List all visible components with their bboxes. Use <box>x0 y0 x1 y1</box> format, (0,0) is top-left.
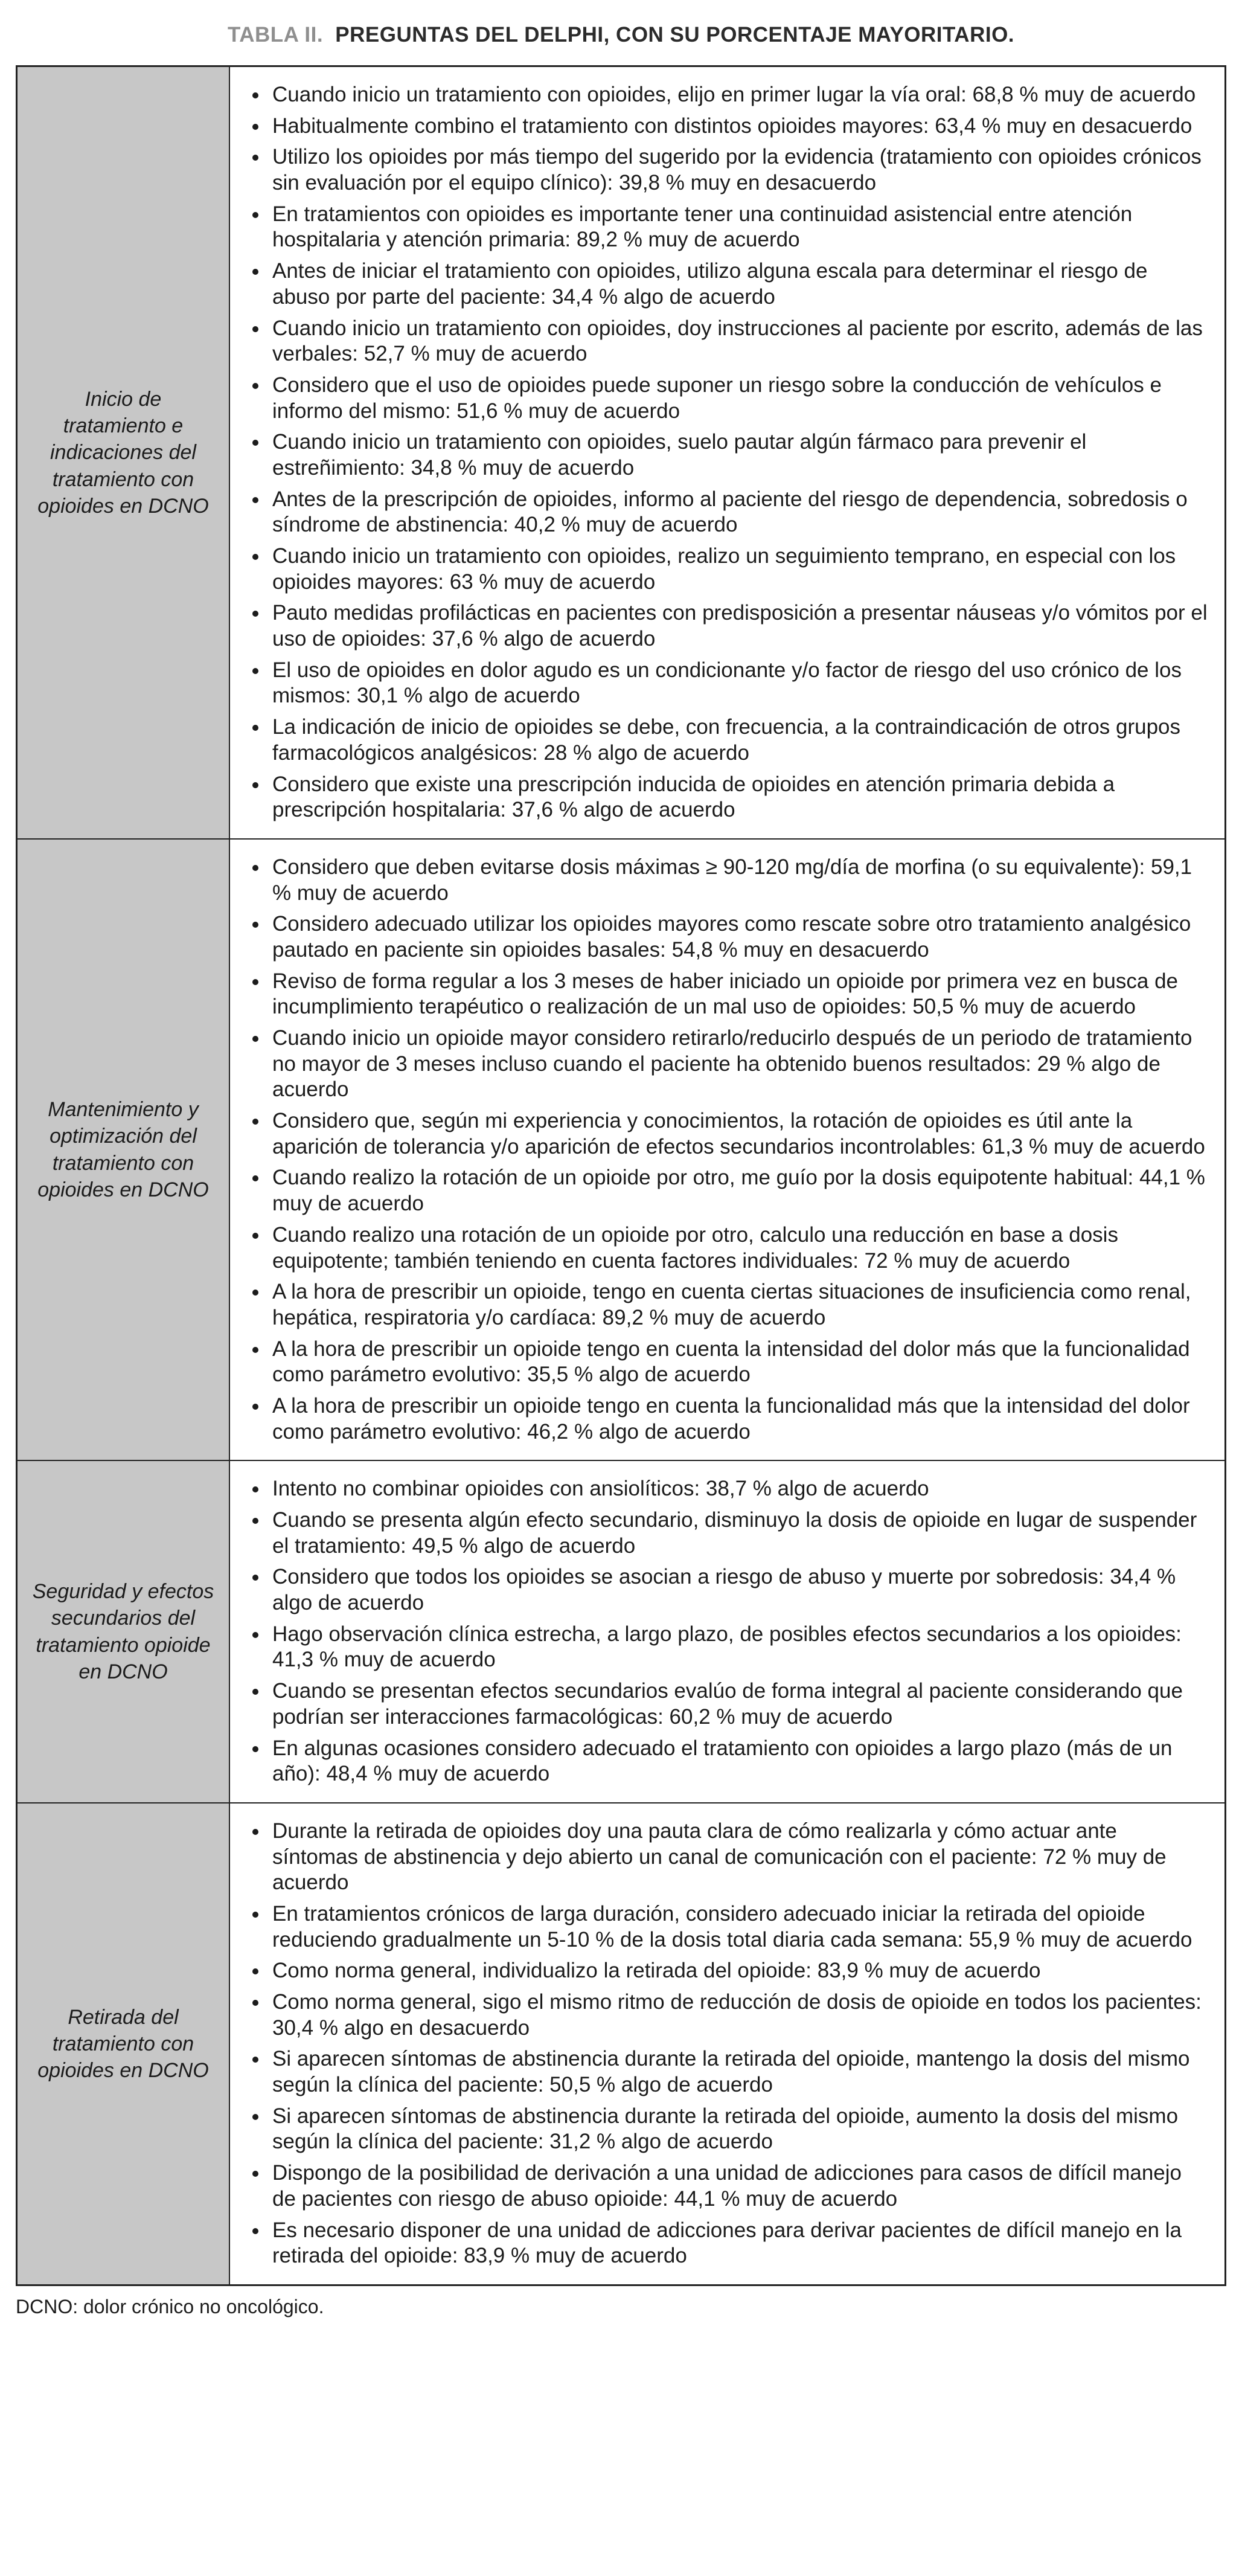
question-item: • Dispongo de la posibilidad de derivación a una unidad de adicciones para casos de difícil manejo de pacientes con riesgo de abuso opioide: 44,1 % muy de acuerdo <box>269 2160 1208 2212</box>
question-item: • En algunas ocasiones considero adecuado el tratamiento con opioides a largo plazo (más de un año): 48,4 % muy de acuerdo <box>269 1736 1208 1787</box>
question-item: • Antes de iniciar el tratamiento con opioides, utilizo alguna escala para determinar el riesgo de abuso por parte del paciente: 34,4 % algo de acuerdo <box>269 259 1208 310</box>
table-number-label: TABLA II. <box>227 23 324 47</box>
delphi-table <box>16 65 1226 2286</box>
category-label: Seguridad y efectos secundarios del tratamiento opioide en DCNO <box>32 1580 214 1683</box>
question-item: • A la hora de prescribir un opioide tengo en cuenta la intensidad del dolor más que la funcionalidad como parámetro evolutivo: 35,5 % algo de acuerdo <box>269 1337 1208 1388</box>
question-item: • Considero que, según mi experiencia y conocimientos, la rotación de opioides es útil ante la aparición de tolerancia y/o aparición de efectos secundarios incontrolables: 61,3 % muy de acuerdo <box>269 1108 1208 1160</box>
question-list <box>241 82 1208 823</box>
question-item: • Cuando se presenta algún efecto secundario, disminuyo la dosis de opioide en lugar de suspender el tratamiento: 49,5 % algo de acuerdo <box>269 1508 1208 1559</box>
question-item: • Cuando inicio un tratamiento con opioides, suelo pautar algún fármaco para prevenir el estreñimiento: 34,8 % muy de acuerdo <box>269 429 1208 481</box>
table-row <box>17 1803 1226 2285</box>
question-item: • Si aparecen síntomas de abstinencia durante la retirada del opioide, aumento la dosis del mismo según la clínica del paciente: 31,2 % algo de acuerdo <box>269 2104 1208 2155</box>
question-item: • Es necesario disponer de una unidad de adicciones para derivar pacientes de difícil manejo en la retirada del opioide: 83,9 % muy de acuerdo <box>269 2218 1208 2269</box>
question-item: • Cuando inicio un tratamiento con opioides, doy instrucciones al paciente por escrito, además de las verbales: 52,7 % muy de acuerdo <box>269 316 1208 367</box>
delphi-table-body <box>17 66 1226 2285</box>
question-item: • Considero que todos los opioides se asocian a riesgo de abuso y muerte por sobredosis: 34,4 % algo de acuerdo <box>269 1564 1208 1616</box>
question-item: • Reviso de forma regular a los 3 meses de haber iniciado un opioide por primera vez en busca de incumplimiento terapéutico o realización de un mal uso de opioides: 50,5 % muy de acuerdo <box>269 969 1208 1020</box>
question-item: • Si aparecen síntomas de abstinencia durante la retirada del opioide, mantengo la dosis del mismo según la clínica del paciente: 50,5 % algo de acuerdo <box>269 2046 1208 2098</box>
question-item: • Considero que existe una prescripción inducida de opioides en atención primaria debida a prescripción hospitalaria: 37,6 % algo de acuerdo <box>269 772 1208 823</box>
question-item: • La indicación de inicio de opioides se debe, con frecuencia, a la contraindicación de otros grupos farmacológicos analgésicos: 28 % algo de acuerdo <box>269 715 1208 766</box>
question-item: • Hago observación clínica estrecha, a largo plazo, de posibles efectos secundarios a los opioides: 41,3 % muy de acuerdo <box>269 1622 1208 1673</box>
items-cell <box>229 1460 1226 1803</box>
category-cell <box>17 1803 230 2285</box>
question-item: • Utilizo los opioides por más tiempo del sugerido por la evidencia (tratamiento con opioides crónicos sin evaluación por el equipo clínico): 39,8 % muy en desacuerdo <box>269 144 1208 196</box>
question-item: • Considero adecuado utilizar los opioides mayores como rescate sobre otro tratamiento analgésico pautado en paciente sin opioides basales: 54,8 % muy en desacuerdo <box>269 911 1208 963</box>
question-item: • A la hora de prescribir un opioide, tengo en cuenta ciertas situaciones de insuficiencia como renal, hepática, respiratoria y/o cardíaca: 89,2 % muy de acuerdo <box>269 1279 1208 1331</box>
question-item: • Antes de la prescripción de opioides, informo al paciente del riesgo de dependencia, sobredosis o síndrome de abstinencia: 40,2 % muy de acuerdo <box>269 487 1208 538</box>
table-row <box>17 1460 1226 1803</box>
question-item: • El uso de opioides en dolor agudo es un condicionante y/o factor de riesgo del uso crónico de los mismos: 30,1 % algo de acuerdo <box>269 658 1208 709</box>
question-item: • Pauto medidas profilácticas en pacientes con predisposición a presentar náuseas y/o vómitos por el uso de opioides: 37,6 % algo de acuerdo <box>269 600 1208 652</box>
question-item: • Durante la retirada de opioides doy una pauta clara de cómo realizarla y cómo actuar ante síntomas de abstinencia y dejo abierto un canal de comunicación con el paciente: 72 % muy de acuerdo <box>269 1819 1208 1896</box>
items-cell <box>229 1803 1226 2285</box>
question-item: • Cuando realizo una rotación de un opioide por otro, calculo una reducción en base a dosis equipotente; también teniendo en cuenta factores individuales: 72 % muy de acuerdo <box>269 1222 1208 1274</box>
category-cell <box>17 839 230 1460</box>
items-cell <box>229 839 1226 1460</box>
question-item: • Como norma general, individualizo la retirada del opioide: 83,9 % muy de acuerdo <box>269 1958 1208 1984</box>
question-item: • Considero que deben evitarse dosis máximas ≥ 90-120 mg/día de morfina (o su equivalente): 59,1 % muy de acuerdo <box>269 855 1208 906</box>
category-cell <box>17 1460 230 1803</box>
category-label: Inicio de tratamiento e indicaciones del tratamiento con opioides en DCNO <box>37 387 209 518</box>
question-item: • Como norma general, sigo el mismo ritmo de reducción de dosis de opioide en todos los pacientes: 30,4 % algo en desacuerdo <box>269 1990 1208 2041</box>
question-item: • Cuando realizo la rotación de un opioide por otro, me guío por la dosis equipotente habitual: 44,1 % muy de acuerdo <box>269 1165 1208 1216</box>
footnote: DCNO: dolor crónico no oncológico. <box>16 2295 324 2317</box>
question-list <box>241 1819 1208 2269</box>
question-list <box>241 1476 1208 1787</box>
question-item: • A la hora de prescribir un opioide tengo en cuenta la funcionalidad más que la intensidad del dolor como parámetro evolutivo: 46,2 % algo de acuerdo <box>269 1393 1208 1445</box>
question-list <box>241 855 1208 1445</box>
question-item: • Cuando inicio un opioide mayor considero retirarlo/reducirlo después de un periodo de tratamiento no mayor de 3 meses incluso cuando el paciente ha obtenido buenos resultados: 29 % algo de acuerdo <box>269 1026 1208 1103</box>
question-item: • En tratamientos con opioides es importante tener una continuidad asistencial entre atención hospitalaria y atención primaria: 89,2 % muy de acuerdo <box>269 202 1208 253</box>
page-title <box>16 23 1226 47</box>
question-item: • Cuando se presentan efectos secundarios evalúo de forma integral al paciente considerando que podrían ser interacciones farmacológicas: 60,2 % muy de acuerdo <box>269 1678 1208 1730</box>
question-item: • Habitualmente combino el tratamiento con distintos opioides mayores: 63,4 % muy en desacuerdo <box>269 114 1208 140</box>
category-label: Mantenimiento y optimización del tratamiento con opioides en DCNO <box>37 1098 209 1201</box>
table-title-text: PREGUNTAS DEL DELPHI, CON SU PORCENTAJE MAYORITARIO. <box>335 23 1015 47</box>
category-cell <box>17 66 230 839</box>
items-cell <box>229 66 1226 839</box>
question-item: • Cuando inicio un tratamiento con opioides, elijo en primer lugar la vía oral: 68,8 % muy de acuerdo <box>269 82 1208 108</box>
question-item: • Intento no combinar opioides con ansiolíticos: 38,7 % algo de acuerdo <box>269 1476 1208 1502</box>
table-row <box>17 839 1226 1460</box>
question-item: • Considero que el uso de opioides puede suponer un riesgo sobre la conducción de vehículos e informo del mismo: 51,6 % muy de acuerdo <box>269 373 1208 424</box>
table-row <box>17 66 1226 839</box>
question-item: • En tratamientos crónicos de larga duración, considero adecuado iniciar la retirada del opioide reduciendo gradualmente un 5-10 % de la dosis total diaria cada semana: 55,9 % muy de acuerdo <box>269 1901 1208 1953</box>
category-label: Retirada del tratamiento con opioides en DCNO <box>37 2005 209 2082</box>
question-item: • Cuando inicio un tratamiento con opioides, realizo un seguimiento temprano, en especial con los opioides mayores: 63 % muy de acuerdo <box>269 544 1208 595</box>
